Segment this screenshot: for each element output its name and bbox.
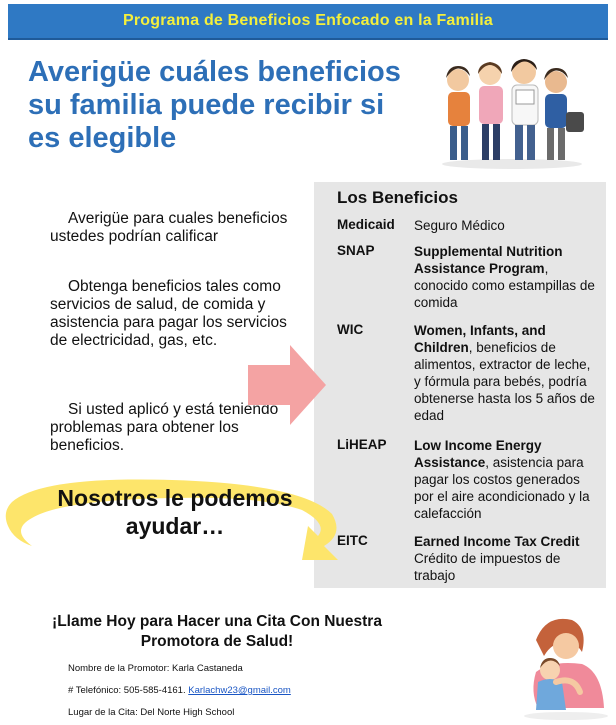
top-banner [8, 4, 608, 40]
banner-title: Programa de Beneficios Enfocado en la Familia [123, 12, 493, 29]
right-arrow-icon [248, 345, 328, 425]
benefit-desc-snap: Supplemental Nutrition Assistance Program, conocido como estampillas de comida [414, 244, 595, 310]
benefits-title: Los Beneficios [337, 188, 458, 207]
intro-text-2: Obtenga beneficios tales como servicios de salud, de comida y asistencia para pagar los servicios de electricidad, gas, etc. [50, 278, 287, 349]
appointment-location: Lugar de la Cita: Del Norte High School [68, 707, 235, 718]
page-headline: Averigüe cuáles beneficios su familia puede recibir si es elegible [28, 56, 401, 154]
intro-paragraph-2 [50, 278, 290, 350]
benefit-desc-liheap: Low Income Energy Assistance, asistencia para pagar los costos generados por el aire acondicionado y la calefacción [414, 438, 590, 521]
intro-paragraph-1 [50, 210, 290, 246]
intro-text-3: Si usted aplicó y está teniendo problemas para obtener los beneficios. [50, 401, 279, 454]
benefit-desc-wic: Women, Infants, and Children, beneficios de alimentos, extractor de leche, y fórmula para bebés, podría obtenerse hasta los 5 años de edad [414, 323, 595, 423]
benefit-label-wic: WIC [337, 322, 364, 337]
phone-text: # Telefónico: 505-585-4161. [68, 685, 186, 696]
benefit-label-medicaid: Medicaid [337, 217, 395, 232]
email-link[interactable]: Karlachw23@gmail.com [188, 685, 291, 696]
intro-text-1: Averigüe para cuales beneficios ustedes podrían calificar [50, 210, 288, 245]
phone-line [68, 685, 291, 696]
family-group-illustration [428, 52, 596, 170]
promoter-name: Nombre de la Promotor: Karla Castaneda [68, 663, 243, 674]
benefit-label-liheap: LiHEAP [337, 437, 387, 452]
benefit-label-eitc: EITC [337, 533, 368, 548]
benefit-label-snap: SNAP [337, 243, 375, 258]
mother-child-illustration [516, 612, 612, 720]
benefit-desc-eitc: Earned Income Tax Credit Crédito de impuestos de trabajo [414, 534, 580, 583]
call-to-action: ¡Llame Hoy para Hacer una Cita Con Nuestra Promotora de Salud! [52, 613, 382, 650]
benefit-desc-medicaid: Seguro Médico [414, 218, 505, 233]
help-callout: Nosotros le podemos ayudar… [57, 485, 293, 539]
